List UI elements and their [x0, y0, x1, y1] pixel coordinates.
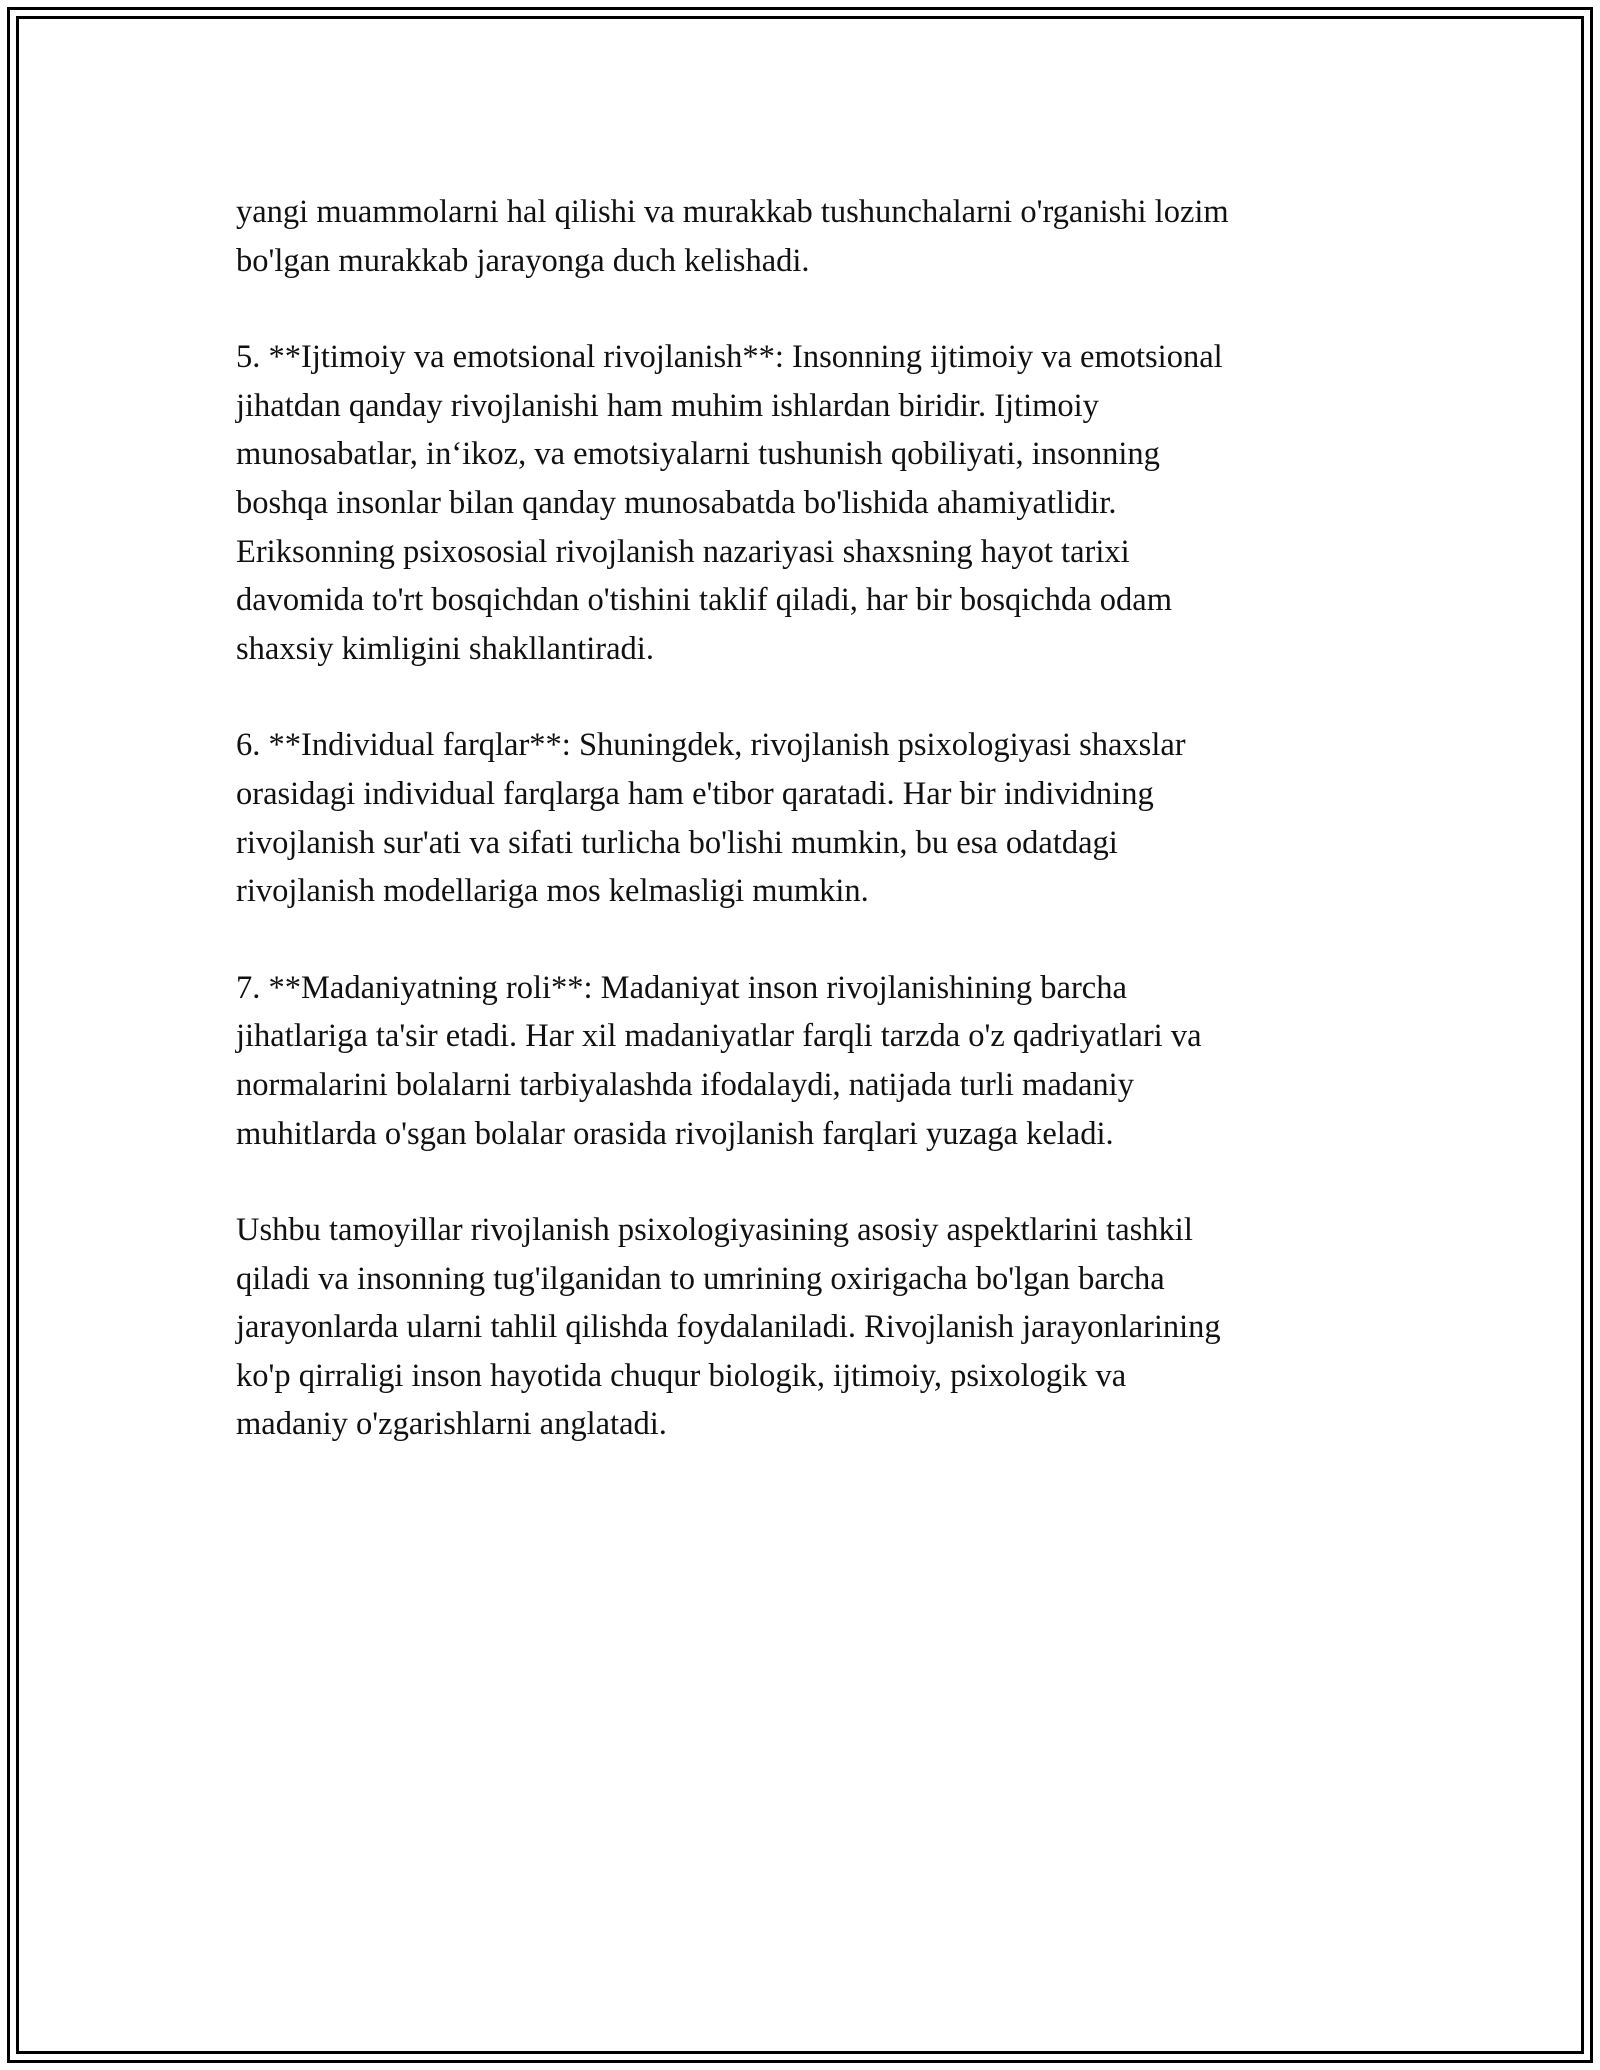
- paragraph-conclusion: Ushbu tamoyillar rivojlanish psixologiyasining asosiy aspektlarini tashkil qiladi va insonning tug'ilganidan to umrining oxirigacha bo'lgan barcha jarayonlarda ularni tahlil qilishda foydalaniladi. Rivojlanish jarayonlarining ko'p qirraligi inson hayotida chuqur biologik, ijtimoiy, psixologik va madaniy o'zgarishlarni anglatadi.: [236, 1212, 1221, 1443]
- paragraph-individual-differences: 6. **Individual farqlar**: Shuningdek, rivojlanish psixologiyasi shaxslar orasidagi individual farqlarga ham e'tibor qaratadi. Har bir individning rivojlanish sur'ati va sifati turlicha bo'lishi mumkin, bu esa odatdagi rivojlanish modellariga mos kelmasligi mumkin.: [236, 727, 1186, 910]
- paragraph-continuation: yangi muammolarni hal qilishi va murakkab tushunchalarni o'rganishi lozim bo'lgan murakkab jarayonga duch kelishadi.: [236, 194, 1229, 279]
- paragraph-role-of-culture: 7. **Madaniyatning roli**: Madaniyat inson rivojlanishining barcha jihatlariga ta'sir etadi. Har xil madaniyatlar farqli tarzda o'z qadriyatlari va normalarini bolalarni tarbiyalashda ifodalaydi, natijada turli madaniy muhitlarda o'sgan bolalar orasida rivojlanish farqlari yuzaga keladi.: [236, 969, 1202, 1152]
- paragraph-social-emotional-development: 5. **Ijtimoiy va emotsional rivojlanish**: Insonning ijtimoiy va emotsional jihatdan qanday rivojlanishi ham muhim ishlardan biridir. Ijtimoiy munosabatlar, in‘ikoz, va emotsiyalarni tushunish qobiliyati, insonning boshqa insonlar bilan qanday munosabatda bo'lishida ahamiyatlidir. Eriksonning psixososial rivojlanish nazariyasi shaxsning hayot tarixi davomida to'rt bosqichdan o'tishini taklif qiladi, har bir bosqichda odam shaxsiy kimligini shakllantiradi.: [236, 339, 1223, 667]
- document-body: [236, 188, 1386, 1497]
